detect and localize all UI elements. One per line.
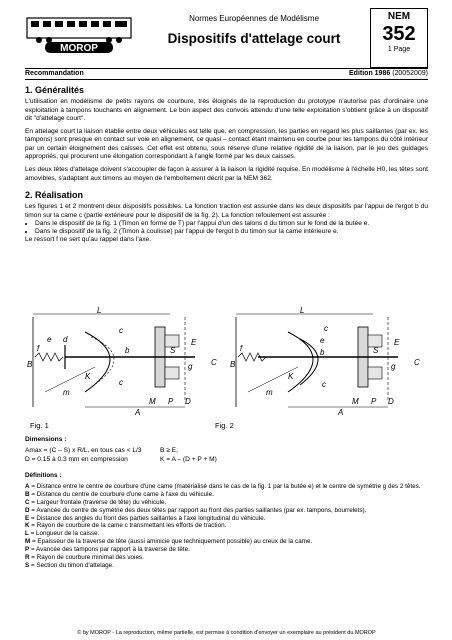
definition-key: B [25,490,30,498]
section-1-paragraph-1: L'utilisation en modélisme de petits rayons de courbure, très éloignés de la reproduction du prototype n'autorise pas d'ordinaire une exploitation à tampons touchants en alignement. Le bon aspect des convois attendu d'une telle exploitation s'obtient grâce à un dispositif dit "d'attelage court". [25,98,428,122]
label-e: e [320,336,325,345]
definition-item [25,483,428,491]
label-f: f [37,344,40,353]
definition-key: S [25,561,30,569]
figure-1-caption: Fig. 1 [30,421,49,430]
section-1-paragraph-2: En attelage court la liaison établie entre deux véhicules est telle que, en compression, les parties en regard les plus saillantes (par ex. les tampons) sont presque en contact sur voie en alignement, ce quasi – contact étant maintenu en courbe pour les tampons du côté intérieur par un certain éloignement des caisses. Cet effet est obtenu, sous réserve d'une relative rigidité de la liaison, par le jeu des guidages appropriés, qui procurent une élongation correspondant à l'angle formé par les deux caisses. [25,128,428,161]
nem-label: NEM [387,11,411,22]
definition-key: M [25,538,31,546]
section-2-paragraph-2: Le ressort f ne sert qu'au rappel dans l'axe. [25,236,152,244]
label-s: S [373,346,379,355]
label-a: A [338,408,344,417]
document-body [25,86,428,250]
header-subtitle: Normes Européennes de Modélisme [189,14,319,23]
label-b: b [320,348,325,357]
logo-text: MOROP [60,43,98,54]
label-d-big: D [185,397,191,406]
header-rule [25,68,428,69]
definition-text: = Avancée des tampons par rapport à la traverse de tête. [29,546,190,554]
dimensions-heading: Dimensions : [25,436,67,443]
definition-key: L [25,530,29,538]
section-1-heading: 1. Généralités [25,85,85,95]
definition-item [25,522,428,530]
label-big-b: B [27,360,33,369]
status-type: Recommandation [25,70,84,77]
list-item: • Dans le dispositif de la fig. 2 (Timon à coulisse) par l'appui de l'ergot b du timon sur la came intérieure e. [35,228,428,236]
cam-outer [288,332,313,392]
cam-inner [300,339,318,385]
label-s: S [170,346,176,355]
spring [35,353,63,361]
dimensions-block [25,436,428,464]
morop-logo [25,14,135,54]
definition-key: R [25,554,30,562]
definition-item [25,515,428,523]
label-l: L [97,307,102,315]
definition-key: C [25,498,30,506]
label-e-big: E [394,338,400,347]
figure-2-diagram [228,307,428,417]
definition-item [25,562,428,570]
definition-key: K [25,522,30,530]
label-p: P [168,397,174,406]
section-1-paragraph-3: Les deux têtes d'attelage doivent s'accoupler de façon à assurer à la liaison la rigidité requise. En modélisme à l'échelle H0, les têtes sont amovibles, s'adaptant aux timons au moyen de l'emboîtement décrit par la NEM 362. [25,166,428,182]
label-c-big: C [414,358,420,367]
edition-date: (20052009) [392,70,428,77]
label-g: g [391,362,396,371]
definitions-block [25,472,428,570]
label-e-big: E [191,338,197,347]
definition-text: = Distance des angles du front des parties saillantes à l'axe longitudinal du véhicule. [29,514,266,522]
definition-item [25,546,428,554]
edition: Edition 1986 [349,70,391,77]
figure-2-caption: Fig. 2 [215,421,234,430]
definition-text: = Epaisseur de la traverse de tête (aussi aminicie que techniquement possible) au creux de la came. [30,538,313,546]
definition-item [25,538,428,546]
d-range: D = 0.15 à 0.3 mm en compression [25,455,128,463]
definition-item [25,499,428,507]
definition-text: = Rayon de courbure de la came c transmettant les efforts de traction. [29,522,227,530]
label-c-big: C [211,358,217,367]
section-2-paragraph-1: Les figures 1 et 2 montrent deux dispositifs possibles. La fonction traction est assurée dans les deux dispositifs par l'appui de l'ergot b du timon sur la came c (partie extérieure pour le dispositif de la fig. 2). La fonction refoulement est assurée : [25,203,428,219]
figure-1-diagram [25,307,225,417]
label-f: f [240,344,243,353]
page-count: 1 Page [387,46,411,53]
definitions-list [25,483,428,570]
list-item: • Dans le dispositif de la fig. 1 (Timon en forme de T) par l'appui d'un des talons d du timon sur le fond de la butée e. [35,220,428,228]
label-p: P [371,397,377,406]
status-row [25,70,428,77]
label-e: e [47,335,52,344]
label-d: d [63,335,68,344]
b-ge-e: B ≥ E, [160,447,178,455]
definition-item [25,530,428,538]
buffer-bottom [368,367,382,379]
document-header [25,8,428,68]
definition-text: = Distance entre le centre de courbure d'une came (matérialisé dans le cas de la fig. 1 par la butée e) et le centre de symétrie g des 2 têtes. [29,482,421,490]
definition-key: P [25,546,30,554]
label-b: b [125,346,130,355]
cam-curve [85,332,110,392]
status-rule [25,79,428,80]
section-2-heading: 2. Réalisation [25,189,84,200]
label-m: m [266,388,273,397]
label-a: A [135,408,141,417]
header-center [141,8,367,46]
edition-info [349,70,428,77]
footer-copyright: © by MOROP - La reproduction, même partielle, est permise à condition d'envoyer un exemplaire au président du MOROP [77,630,376,636]
amax-formula: Amax = (C – S) x R/L, en tous cas < L/3 [25,447,142,455]
label-g: g [188,362,193,371]
definition-text: = Distance du centre de courbure d'une came à l'axe du véhicule. [29,490,214,498]
label-m-big: M [352,397,359,406]
definition-key: D [25,506,30,514]
definition-item [25,507,428,515]
k-formula: K = A – (D + P + M) [160,455,217,463]
section-2-list [25,220,428,237]
label-d-big: D [388,397,394,406]
definition-item [25,491,428,499]
definition-text: = Section du timon d'attelage. [29,561,114,569]
label-big-b: B [230,360,236,369]
label-k: K [85,372,91,381]
definitions-heading: Définitions : [25,472,62,479]
definition-item [25,554,428,562]
label-c-top: c [119,326,123,335]
nem-number: 352 [382,23,416,45]
label-c-bottom: c [119,378,123,387]
definition-key: E [25,514,30,522]
label-c-bottom: c [322,380,326,389]
label-m-big: M [149,397,156,406]
definition-text: = Rayon de courbure minimal des voies. [29,554,144,562]
definition-text: = Avancée du centre de symétrie des deux têtes par rapport au front des parties saillantes (par ex. tampons, bourrelets). [29,506,367,514]
dimensions-row [25,456,428,464]
definition-key: A [25,482,30,490]
definition-text: = Longueur de la caisse. [28,530,100,538]
label-c-top: c [324,324,328,333]
label-m: m [63,388,70,397]
dimensions-row [25,447,428,455]
label-k: K [288,372,294,381]
nem-box [370,8,428,68]
buffer-bottom [165,367,179,379]
document-title: Dispositifs d'attelage court [167,31,341,46]
definition-text: = Largeur frontale (traverse de tête) du véhicule. [29,498,167,506]
label-l: L [300,307,305,315]
